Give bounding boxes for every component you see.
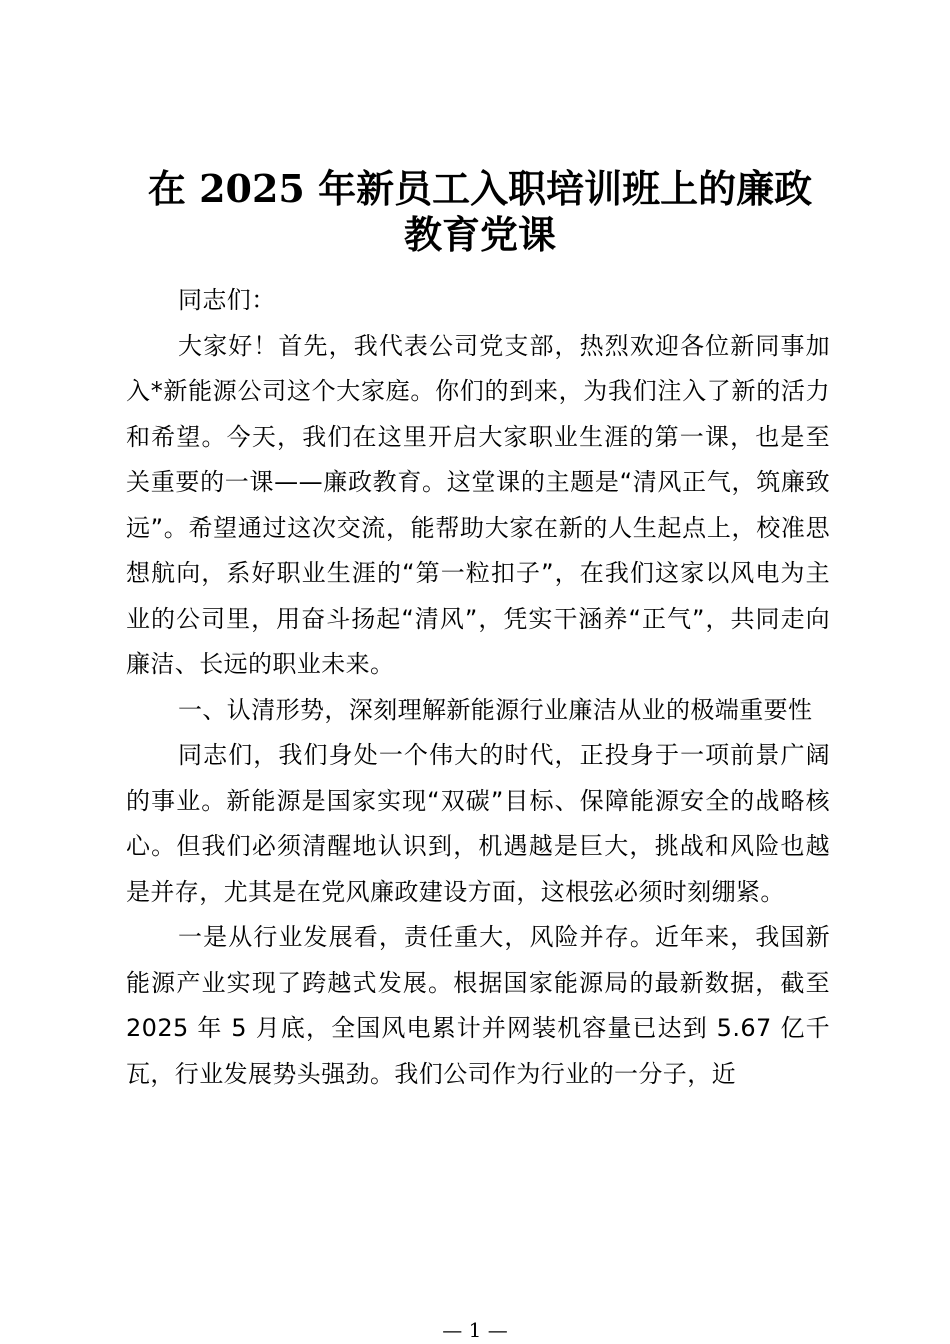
- body-paragraph: 一是从行业发展看，责任重大，风险并存。近年来，我国新能源产业实现了跨越式发展。根据国家能源局的最新数据，截至 2025 年 5 月底，全国风电累计并网装机容量已达到 5.67 亿千瓦，行业发展势头强劲。我们公司作为行业的一分子，近: [126, 923, 830, 1088]
- document-title: [120, 166, 840, 258]
- document-body: [126, 278, 830, 1097]
- title-line-1: 在 2025 年新员工入职培训班上的廉政: [147, 166, 813, 211]
- section-heading: 一、认清形势，深刻理解新能源行业廉洁从业的极端重要性: [178, 695, 813, 724]
- salutation: 同志们：: [178, 286, 276, 314]
- body-paragraph: 大家好！首先，我代表公司党支部，热烈欢迎各位新同事加入*新能源公司这个大家庭。你们的到来，为我们注入了新的活力和希望。今天，我们在这里开启大家职业生涯的第一课，也是至关重要的一课——廉政教育。这堂课的主题是“清风正气，筑廉致远”。希望通过这次交流，能帮助大家在新的人生起点上，校准思想航向，系好职业生涯的“第一粒扣子”，在我们这家以风电为主业的公司里，用奋斗扬起“清风”，凭实干涵养“正气”，共同走向廉洁、长远的职业未来。: [126, 331, 830, 678]
- page-number: — 1 —: [442, 1318, 508, 1342]
- title-line-2: 教育党课: [403, 212, 556, 257]
- body-paragraph: 同志们，我们身处一个伟大的时代，正投身于一项前景广阔的事业。新能源是国家实现“双碳”目标、保障能源安全的战略核心。但我们必须清醒地认识到，机遇越是巨大，挑战和风险也越是并存，尤其是在党风廉政建设方面，这根弦必须时刻绷紧。: [126, 741, 830, 906]
